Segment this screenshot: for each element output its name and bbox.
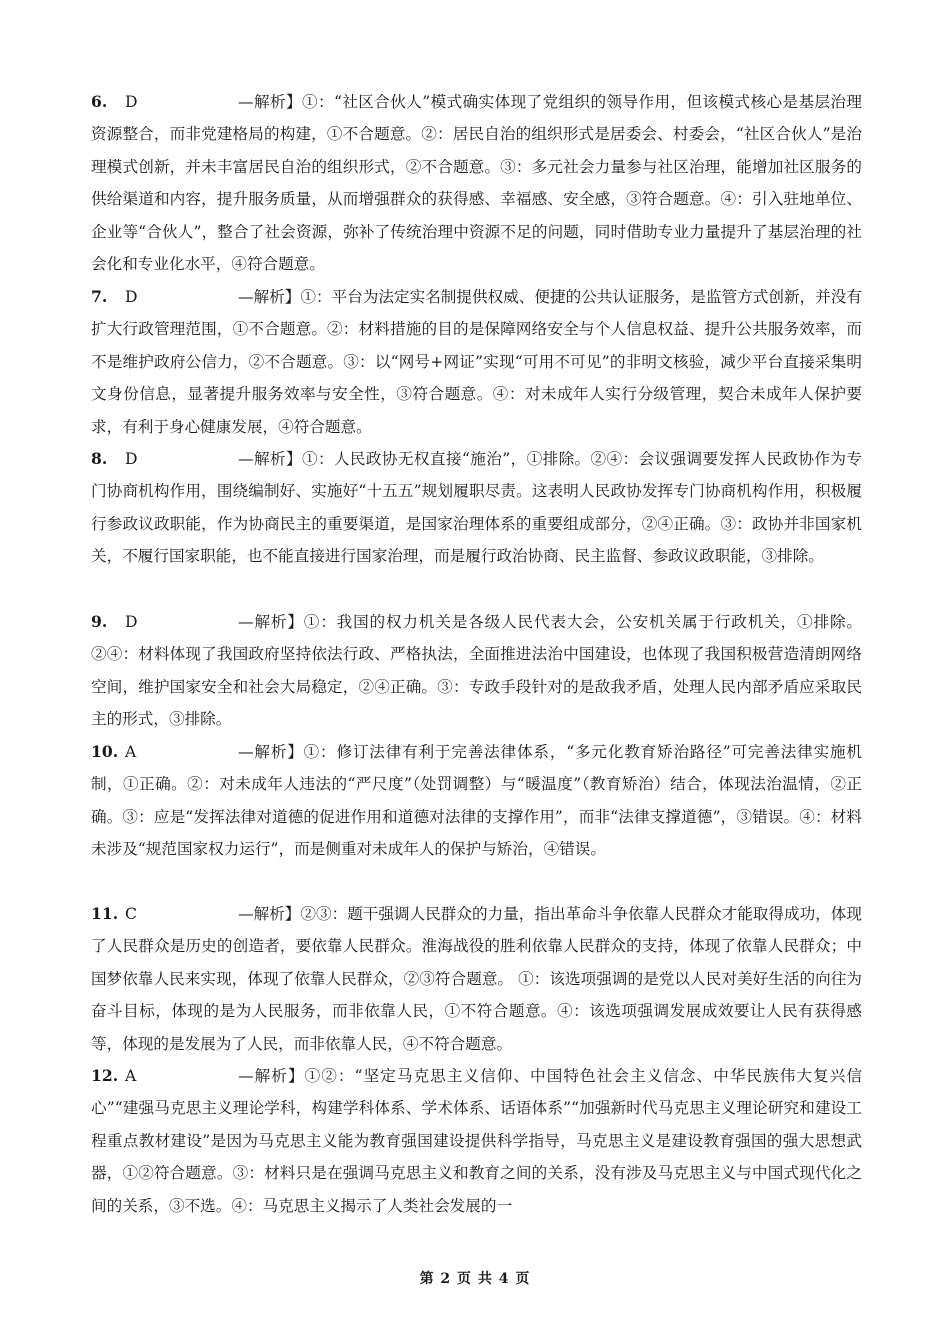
answer-choice: D: [125, 288, 138, 306]
answer-item-6: [91, 86, 862, 280]
answer-choice: D: [125, 93, 138, 111]
answer-item-10: [91, 736, 862, 866]
explanation-text: —解析】①②：“坚定马克思主义信仰、中国特色社会主义信念、中华民族伟大复兴信心”“建强马克思主义理论学科，构建学科体系、学术体系、话语体系”“加强新时代马克思主义理论研究和建设工程重点教材建设”是因为马克思主义能为教育强国建设提供科学指导，马克思主义是建设教育强国的强大思想武器，①②符合题意。③：材料只是在强调马克思主义和教育之间的关系，没有涉及马克思主义与中国式现代化之间的关系，③不选。④：马克思主义揭示了人类社会发展的一: [91, 1067, 862, 1215]
answer-choice: C: [125, 905, 137, 923]
page-footer: 第 2 页 共 4 页: [419, 1271, 531, 1287]
explanation-text: —解析】①：修订法律有利于完善法律体系，“多元化教育矫治路径”可完善法律实施机制，①正确。②：对未成年人违法的“严尺度”（处罚调整）与“暖温度”（教育矫治）结合，体现法治温情，②正确。③：应是“发挥法律对道德的促进作用和道德对法律的支撑作用”，而非“法律支撑道德”，③错误。④：材料未涉及“规范国家权力运行”，而是侧重对未成年人的保护与矫治，④错误。: [91, 743, 862, 859]
answer-choice: A: [125, 743, 137, 761]
question-number: 6.: [91, 92, 108, 111]
explanation-text: —解析】①：我国的权力机关是各级人民代表大会，公安机关属于行政机关，①排除。②④：材料体现了我国政府坚持依法行政、严格执法，全面推进法治中国建设，也体现了我国积极营造清朗网络空间，维护国家安全和社会大局稳定，②④正确。③：专政手段针对的是敌我矛盾，处理人民内部矛盾应采取民主的形式，③排除。: [91, 613, 862, 729]
question-number: 11.: [91, 904, 119, 923]
question-number: 12.: [91, 1066, 119, 1085]
explanation-text: —解析】②③：题干强调人民群众的力量，指出革命斗争依靠人民群众才能取得成功，体现了人民群众是历史的创造者，要依靠人民群众。淮海战役的胜利依靠人民群众的支持，体现了依靠人民群众；中国梦依靠人民来实现，体现了依靠人民群众，②③符合题意。 ①：该选项强调的是党以人民对美好生活的向往为奋斗目标，体现的是为人民服务，而非依靠人民，①不符合题意。④：该选项强调发展成效要让人民有获得感等，体现的是发展为了人民，而非依靠人民，④不符合题意。: [91, 905, 862, 1053]
answer-item-7: [91, 281, 862, 443]
explanation-text: —解析】①：“社区合伙人”模式确实体现了党组织的领导作用，但该模式核心是基层治理资源整合，而非党建格局的构建，①不合题意。②：居民自治的组织形式是居委会、村委会，“社区合伙人”是治理模式创新，并未丰富居民自治的组织形式，②不合题意。③：多元社会力量参与社区治理，能增加社区服务的供给渠道和内容，提升服务质量，从而增强群众的获得感、幸福感、安全感，③符合题意。④：引入驻地单位、企业等“合伙人”，整合了社会资源，弥补了传统治理中资源不足的问题，同时借助专业力量提升了基层治理的社会化和专业化水平，④符合题意。: [91, 93, 862, 274]
question-number: 10.: [91, 742, 119, 761]
answer-item-11: [91, 898, 862, 1060]
answer-choice: A: [125, 1067, 137, 1085]
answer-choice: D: [125, 450, 138, 468]
answer-item-9: [91, 606, 862, 736]
answer-item-12: [91, 1060, 862, 1222]
question-number: 8.: [91, 449, 108, 468]
question-number: 7.: [91, 287, 108, 306]
explanation-text: —解析】①：平台为法定实名制提供权威、便捷的公共认证服务，是监管方式创新，并没有扩大行政管理范围，①不合题意。②：材料措施的目的是保障网络安全与个人信息权益、提升公共服务效率，而不是维护政府公信力，②不合题意。③：以“网号+网证”实现“可用不可见”的非明文核验，减少平台直接采集明文身份信息，显著提升服务效率与安全性，③符合题意。④：对未成年人实行分级管理，契合未成年人保护要求，有利于身心健康发展，④符合题意。: [91, 288, 862, 436]
answer-choice: D: [125, 613, 138, 631]
question-number: 9.: [91, 612, 108, 631]
explanation-text: —解析】①：人民政协无权直接“施治”，①排除。②④：会议强调要发挥人民政协作为专门协商机构作用，围绕编制好、实施好“十五五”规划履职尽责。这表明人民政协发挥专门协商机构作用，积极履行参政议政职能，作为协商民主的重要渠道，是国家治理体系的重要组成部分，②④正确。③：政协并非国家机关，不履行国家职能，也不能直接进行国家治理，而是履行政治协商、民主监督、参政议政职能，③排除。: [91, 450, 862, 566]
answer-item-8: [91, 443, 862, 573]
